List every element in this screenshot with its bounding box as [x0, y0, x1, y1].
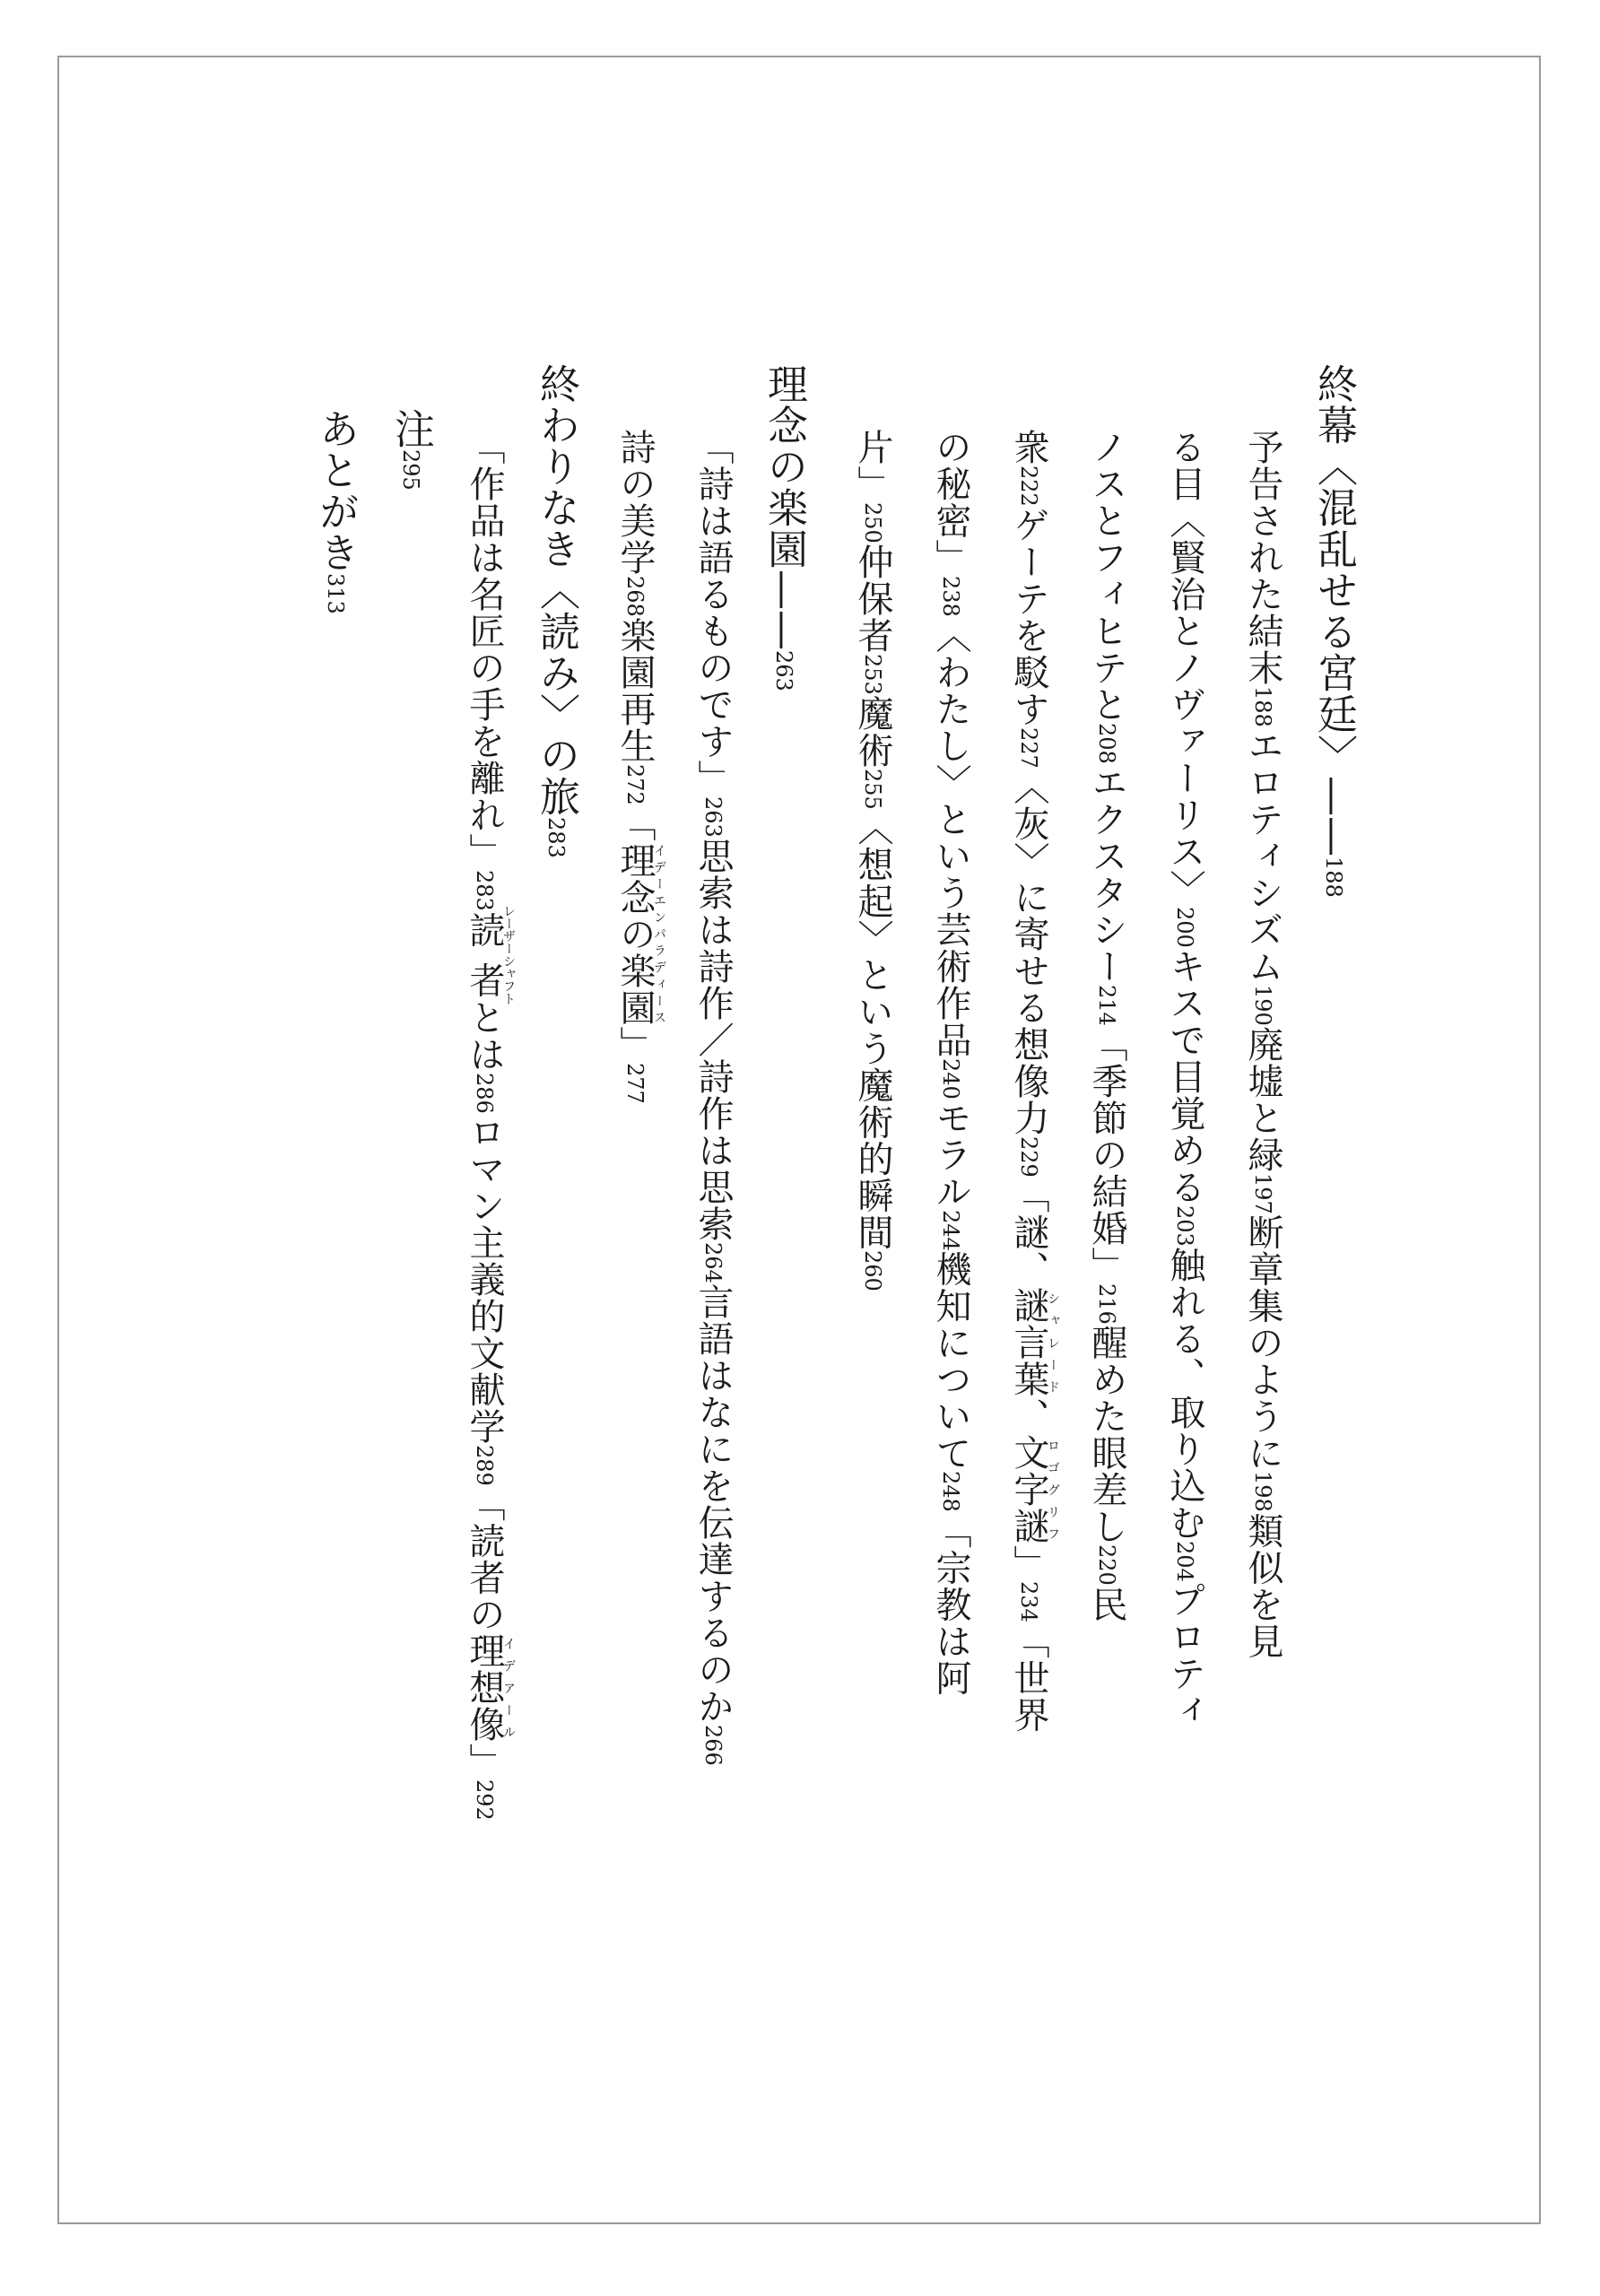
toc-line: [852, 429, 893, 1292]
ruby-reading: イデーエンパラディース: [652, 841, 666, 1026]
heading-page-number: 313: [323, 573, 348, 614]
ruby-base: 謎言葉: [1008, 1287, 1049, 1398]
entry-page: 198: [1250, 1471, 1275, 1513]
entry-title: 思索は詩作／詩作は思索: [692, 837, 734, 1242]
entry-page: 286: [472, 1072, 497, 1114]
entry-page: 244: [938, 1209, 963, 1251]
entry-title: 醒めた眼差し: [1086, 1324, 1127, 1545]
entry-title: エクスタシー: [1086, 763, 1127, 985]
ruby-reading: イデアール: [501, 1632, 516, 1744]
heading-text: 注: [387, 408, 435, 449]
entry-title: 〈想起〉という魔術的瞬間: [852, 809, 893, 1251]
toc-line: [692, 429, 734, 1766]
entry-title: 「季節の結婚」: [1086, 1025, 1127, 1283]
entry-title: 「宗教は阿: [930, 1512, 971, 1697]
entry-title: エロティシズム: [1242, 726, 1283, 985]
ruby-ideenparadies: [614, 841, 666, 1026]
toc-line: [1164, 429, 1205, 1729]
heading-page-number: 263: [771, 650, 796, 691]
heading-page-number: 295: [398, 449, 423, 491]
ruby-base: 理念の楽園: [614, 841, 656, 1026]
entry-title: 仲保者: [852, 543, 893, 654]
entry-page: 208: [1094, 723, 1119, 764]
entry-page: 204: [1172, 1540, 1197, 1582]
ruby-base: 理想像: [464, 1632, 505, 1744]
entry-title: 類似を見: [1242, 1512, 1283, 1660]
ruby-logogriph: [1008, 1434, 1060, 1545]
entry-page: 214: [1094, 984, 1119, 1026]
entry-page: 234: [1016, 1581, 1041, 1623]
entry-title: ロマン主義的文献学: [464, 1113, 505, 1445]
heading-dash: ——: [1310, 776, 1358, 857]
ruby-ideal: [464, 1632, 516, 1744]
ruby-reading: シャレード: [1046, 1287, 1060, 1398]
entry-title: モラル: [930, 1099, 971, 1210]
entry-page: 222: [1016, 465, 1041, 507]
entry-page: 277: [622, 1062, 648, 1104]
heading-text: 終幕〈混乱せる宮廷〉: [1310, 363, 1358, 776]
entry-title: る目〈賢治とノヴァーリス〉: [1164, 429, 1205, 907]
entry-title: 断章集のように: [1242, 1213, 1283, 1472]
entry-page: 188: [1250, 686, 1275, 727]
entry-title: 「詩は語るものです」: [692, 429, 734, 796]
heading-text: あとがき: [312, 408, 360, 573]
entry-title: 廃墟と緑: [1242, 1025, 1283, 1173]
entry-title: 片」: [852, 429, 893, 502]
entry-title: プロティ: [1164, 1581, 1205, 1729]
section-heading-finale: [1310, 363, 1358, 898]
entry-title: 言語はなにを伝達するのか: [692, 1283, 734, 1725]
heading-page-number: 283: [543, 817, 569, 858]
entry-title: 〈灰〉に寄せる想像力: [1008, 768, 1049, 1136]
entry-page: 240: [938, 1057, 963, 1100]
entry-title: 「作品は名匠の手を離れ」: [464, 429, 505, 870]
entry-title: 魔術: [852, 694, 893, 769]
entry-title: 「謎、: [1008, 1177, 1049, 1288]
entry-page: 272: [622, 763, 648, 805]
section-heading-notes: [387, 408, 435, 491]
toc-line: [466, 429, 515, 1821]
entry-page: 266: [700, 1724, 726, 1766]
heading-text: 終わりなき〈読み〉の旅: [533, 363, 580, 817]
entry-page: 260: [860, 1250, 885, 1292]
entry-title: 」: [1008, 1544, 1049, 1582]
ruby-reading: ロゴグリフ: [1046, 1434, 1060, 1545]
entry-title: 」: [464, 1743, 505, 1780]
entry-page: 264: [700, 1241, 726, 1283]
entry-title: 」: [614, 1025, 656, 1063]
entry-page: 289: [472, 1444, 497, 1486]
toc-line: [930, 429, 971, 1697]
entry-title: 予告された結末: [1242, 429, 1283, 686]
entry-title: とは: [464, 998, 505, 1073]
section-heading-endless-reading: [533, 363, 580, 858]
ruby-base: 文字謎: [1008, 1434, 1049, 1545]
entry-title: 衆: [1008, 429, 1049, 465]
toc-line: [1008, 429, 1060, 1734]
entry-page: 250: [860, 502, 885, 544]
entry-title: 触れる、取り込む: [1164, 1246, 1205, 1541]
entry-title: の秘密」: [930, 429, 971, 576]
entry-title: 楽園再生: [614, 616, 656, 764]
entry-page: 203: [1172, 1205, 1197, 1247]
entry-page: 283: [472, 870, 497, 911]
heading-dash: ——: [761, 570, 808, 650]
entry-page: 263: [700, 796, 726, 838]
entry-page: 248: [938, 1471, 963, 1513]
entry-page: 268: [622, 576, 648, 617]
entry-title: ノスとフィヒテと: [1086, 429, 1127, 723]
entry-page: 220: [1094, 1544, 1119, 1587]
ruby-base: 読者: [464, 904, 505, 1005]
entry-title: 民: [1086, 1586, 1127, 1623]
entry-title: 〈わたし〉という芸術作品: [930, 616, 971, 1058]
heading-text: 理念の楽園: [761, 363, 808, 570]
ruby-reader: [464, 904, 516, 1005]
heading-page-number: 188: [1321, 857, 1346, 898]
section-heading-afterword: [312, 408, 360, 614]
entry-page: 255: [860, 768, 885, 810]
entry-title: 「: [614, 804, 656, 842]
entry-title: 機知について: [930, 1250, 971, 1472]
entry-title: 、: [1008, 1397, 1049, 1435]
entry-page: 190: [1250, 984, 1275, 1026]
entry-page: 229: [1016, 1135, 1041, 1178]
entry-page: 200: [1172, 907, 1197, 948]
entry-page: 292: [472, 1779, 497, 1822]
toc-line: [614, 429, 666, 1104]
entry-page: 253: [860, 653, 885, 695]
entry-page: 238: [938, 576, 963, 617]
entry-title: 詩の美学: [614, 429, 656, 576]
entry-page: 197: [1250, 1172, 1275, 1214]
entry-page: 216: [1094, 1283, 1119, 1325]
entry-title: 「読者の: [464, 1485, 505, 1633]
entry-title: ゲーテを駁す: [1008, 506, 1049, 727]
ruby-reading: レーザーシャフト: [501, 904, 516, 1005]
toc-line: [1242, 429, 1283, 1660]
entry-page: 227: [1016, 726, 1041, 769]
entry-title: キスで目覚める: [1164, 947, 1205, 1205]
entry-title: 「世界: [1008, 1622, 1049, 1734]
section-heading-paradise: [761, 363, 808, 691]
ruby-charade: [1008, 1287, 1060, 1398]
toc-line: [1086, 429, 1127, 1623]
